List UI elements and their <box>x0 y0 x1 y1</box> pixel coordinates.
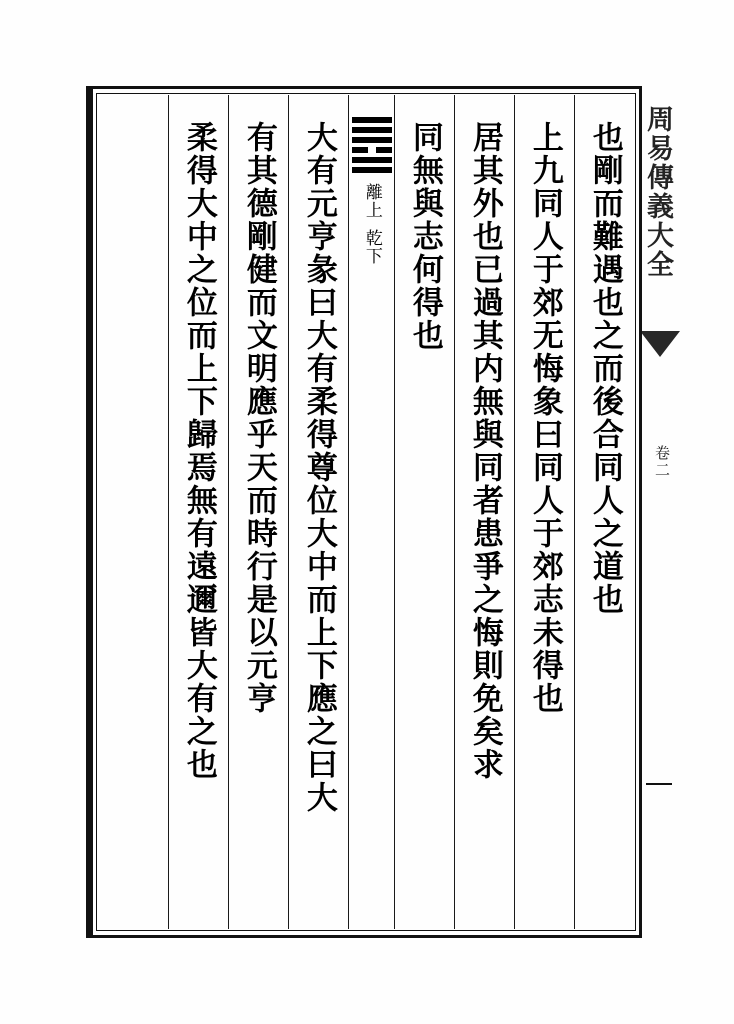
text-column-4 <box>394 95 454 929</box>
column-text: 有其德剛健而文明應乎天而時行是以元亨 <box>240 121 277 715</box>
column-text: 也剛而難遇也之而後合同人之道也 <box>586 121 623 616</box>
column-text: 大有元亨彖曰大有柔得尊位大中而上下應之曰大 <box>300 121 337 814</box>
column-text: 上九同人于郊无悔象曰同人于郊志未得也 <box>526 121 563 715</box>
hexagram-line-6 <box>352 117 392 123</box>
fish-tail-ornament <box>640 331 680 357</box>
hexagram-column <box>348 95 394 929</box>
hexagram-line-5 <box>352 127 392 133</box>
page-spine-margin <box>636 93 696 931</box>
text-column-1 <box>574 95 634 929</box>
hexagram-line-4 <box>352 137 392 143</box>
hexagram-line-2 <box>352 157 392 163</box>
text-columns <box>98 95 634 929</box>
column-text: 同無與志何得也 <box>406 121 443 352</box>
hexagram-line-3 <box>352 147 392 153</box>
spine-volume-label: 卷二 <box>653 445 671 479</box>
column-text: 柔得大中之位而上下歸焉無有遠邇皆大有之也 <box>180 121 217 781</box>
hexagram-diagram-dayou <box>350 117 394 173</box>
text-column-7 <box>168 95 228 929</box>
spine-tick-mark <box>646 783 672 785</box>
column-text: 居其外也已過其内無與同者患爭之悔則免矣求 <box>466 121 503 781</box>
text-column-5 <box>288 95 348 929</box>
text-column-6 <box>228 95 288 929</box>
spine-book-title: 周易傳義大全 <box>642 105 673 279</box>
text-column-2 <box>514 95 574 929</box>
hexagram-line-1 <box>352 167 392 173</box>
hexagram-upper-trigram-label: 離上 <box>361 183 382 219</box>
text-column-3 <box>454 95 514 929</box>
hexagram-lower-trigram-label: 乾下 <box>361 229 382 265</box>
